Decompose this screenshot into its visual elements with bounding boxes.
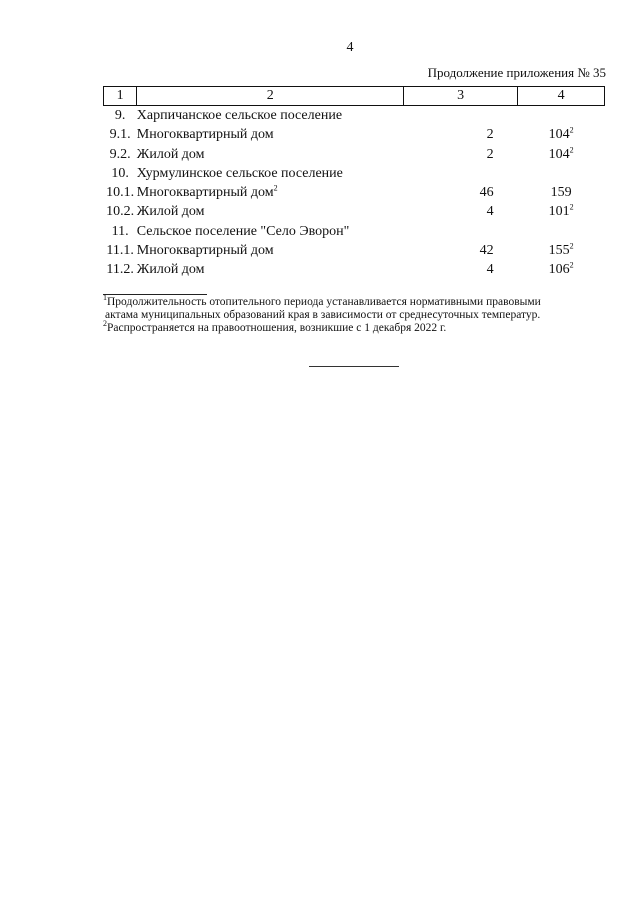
table-row [104,125,605,144]
row-number-text: 10.1. [106,185,135,201]
row-name-text: Многоквартирный дом [136,243,274,259]
table-body [104,87,605,280]
row-col4-text: 159 [550,185,572,201]
row-col3-text: 42 [479,243,494,259]
row-number [104,183,137,202]
row-number [104,202,137,221]
table-row [104,183,605,202]
row-name [137,202,404,221]
column-header: 3 [404,87,518,106]
row-name [137,164,404,183]
table-group-row [104,106,605,126]
table-row [104,202,605,221]
row-number [104,125,137,144]
row-col4 [518,241,605,260]
footnote-mark: 2 [103,319,107,329]
row-col3 [404,164,518,183]
row-name [137,106,404,126]
row-col4 [518,222,605,241]
footnote-text: Продолжительность отопительного периода устанавливается нормативными правовыми [107,296,541,308]
row-number-text: 9.1. [109,127,131,143]
footnote-separator [103,294,207,295]
page-number: 4 [346,40,354,55]
row-number [104,241,137,260]
row-number [104,222,137,241]
row-col4-text: 155 [548,243,570,259]
row-col3 [404,106,518,126]
row-col3-text: 2 [486,146,494,162]
row-name [137,241,404,260]
row-number [104,260,137,279]
table-row [104,241,605,260]
table-row [104,260,605,279]
continuation-header: Продолжение приложения № 35 [427,65,606,80]
row-col4 [518,106,605,126]
row-col4 [518,183,605,202]
row-name-text: Многоквартирный дом [136,127,274,143]
superscript-mark: 2 [569,260,574,270]
row-name-text: Хурмулинское сельское поселение [136,165,343,181]
row-name [137,260,404,279]
row-col4 [518,202,605,221]
row-col3 [404,260,518,279]
row-name-text: Харпичанское сельское поселение [136,108,343,123]
superscript-mark: 2 [569,125,574,135]
row-col4-text: 106 [548,262,570,278]
row-name-text: Сельское поселение "Село Эворон" [136,223,350,239]
footnote-1 [103,293,605,322]
row-number-text: 11.2. [106,262,134,278]
footnotes [103,293,605,335]
superscript-mark: 2 [569,202,574,212]
row-number-text: 9. [114,108,126,123]
row-name [137,125,404,144]
row-col3 [404,125,518,144]
footnote-2 [103,319,605,335]
row-col3 [404,145,518,164]
footnote-text-continuation: актама муниципальных образований края в зависимости от среднесуточных температур. [105,309,541,321]
superscript-mark: 2 [569,144,574,154]
row-col3-text: 4 [486,204,494,220]
row-col3 [404,183,518,202]
superscript-mark: 2 [569,241,574,251]
row-col4 [518,125,605,144]
footnote-mark: 1 [103,293,107,303]
column-header: 4 [518,87,605,106]
row-col3-text: 4 [486,262,494,278]
column-header: 1 [104,87,137,106]
superscript-mark: 2 [273,183,278,193]
row-col3 [404,222,518,241]
table-row [104,145,605,164]
table-group-row [104,164,605,183]
row-name [137,183,404,202]
row-name-text: Жилой дом [136,262,205,278]
row-col4 [518,260,605,279]
table-header-row [104,87,605,106]
end-of-document-line [309,366,399,367]
row-col4-text: 101 [548,204,570,220]
row-col3-text: 46 [479,185,494,201]
row-col4-text: 104 [548,127,570,143]
row-name [137,222,404,241]
row-name-text: Жилой дом [136,146,205,162]
row-col3 [404,202,518,221]
heating-period-table [103,86,605,280]
footnote-text: Распространяется на правоотношения, возникшие с 1 декабря 2022 г. [107,322,447,334]
row-number [104,106,137,126]
row-number-text: 11.1. [106,243,134,259]
row-col4-text: 104 [548,146,570,162]
column-header: 2 [137,87,404,106]
row-number [104,164,137,183]
row-number-text: 11. [111,223,129,239]
row-number-text: 10. [111,165,129,181]
row-number [104,145,137,164]
row-number-text: 9.2. [109,146,131,162]
row-name [137,145,404,164]
row-number-text: 10.2. [106,204,135,220]
row-col3-text: 2 [486,127,494,143]
row-col4 [518,145,605,164]
table-group-row [104,222,605,241]
row-name-text: Жилой дом [136,204,205,220]
row-col4 [518,164,605,183]
row-col3 [404,241,518,260]
row-name-text: Многоквартирный дом [136,185,274,201]
